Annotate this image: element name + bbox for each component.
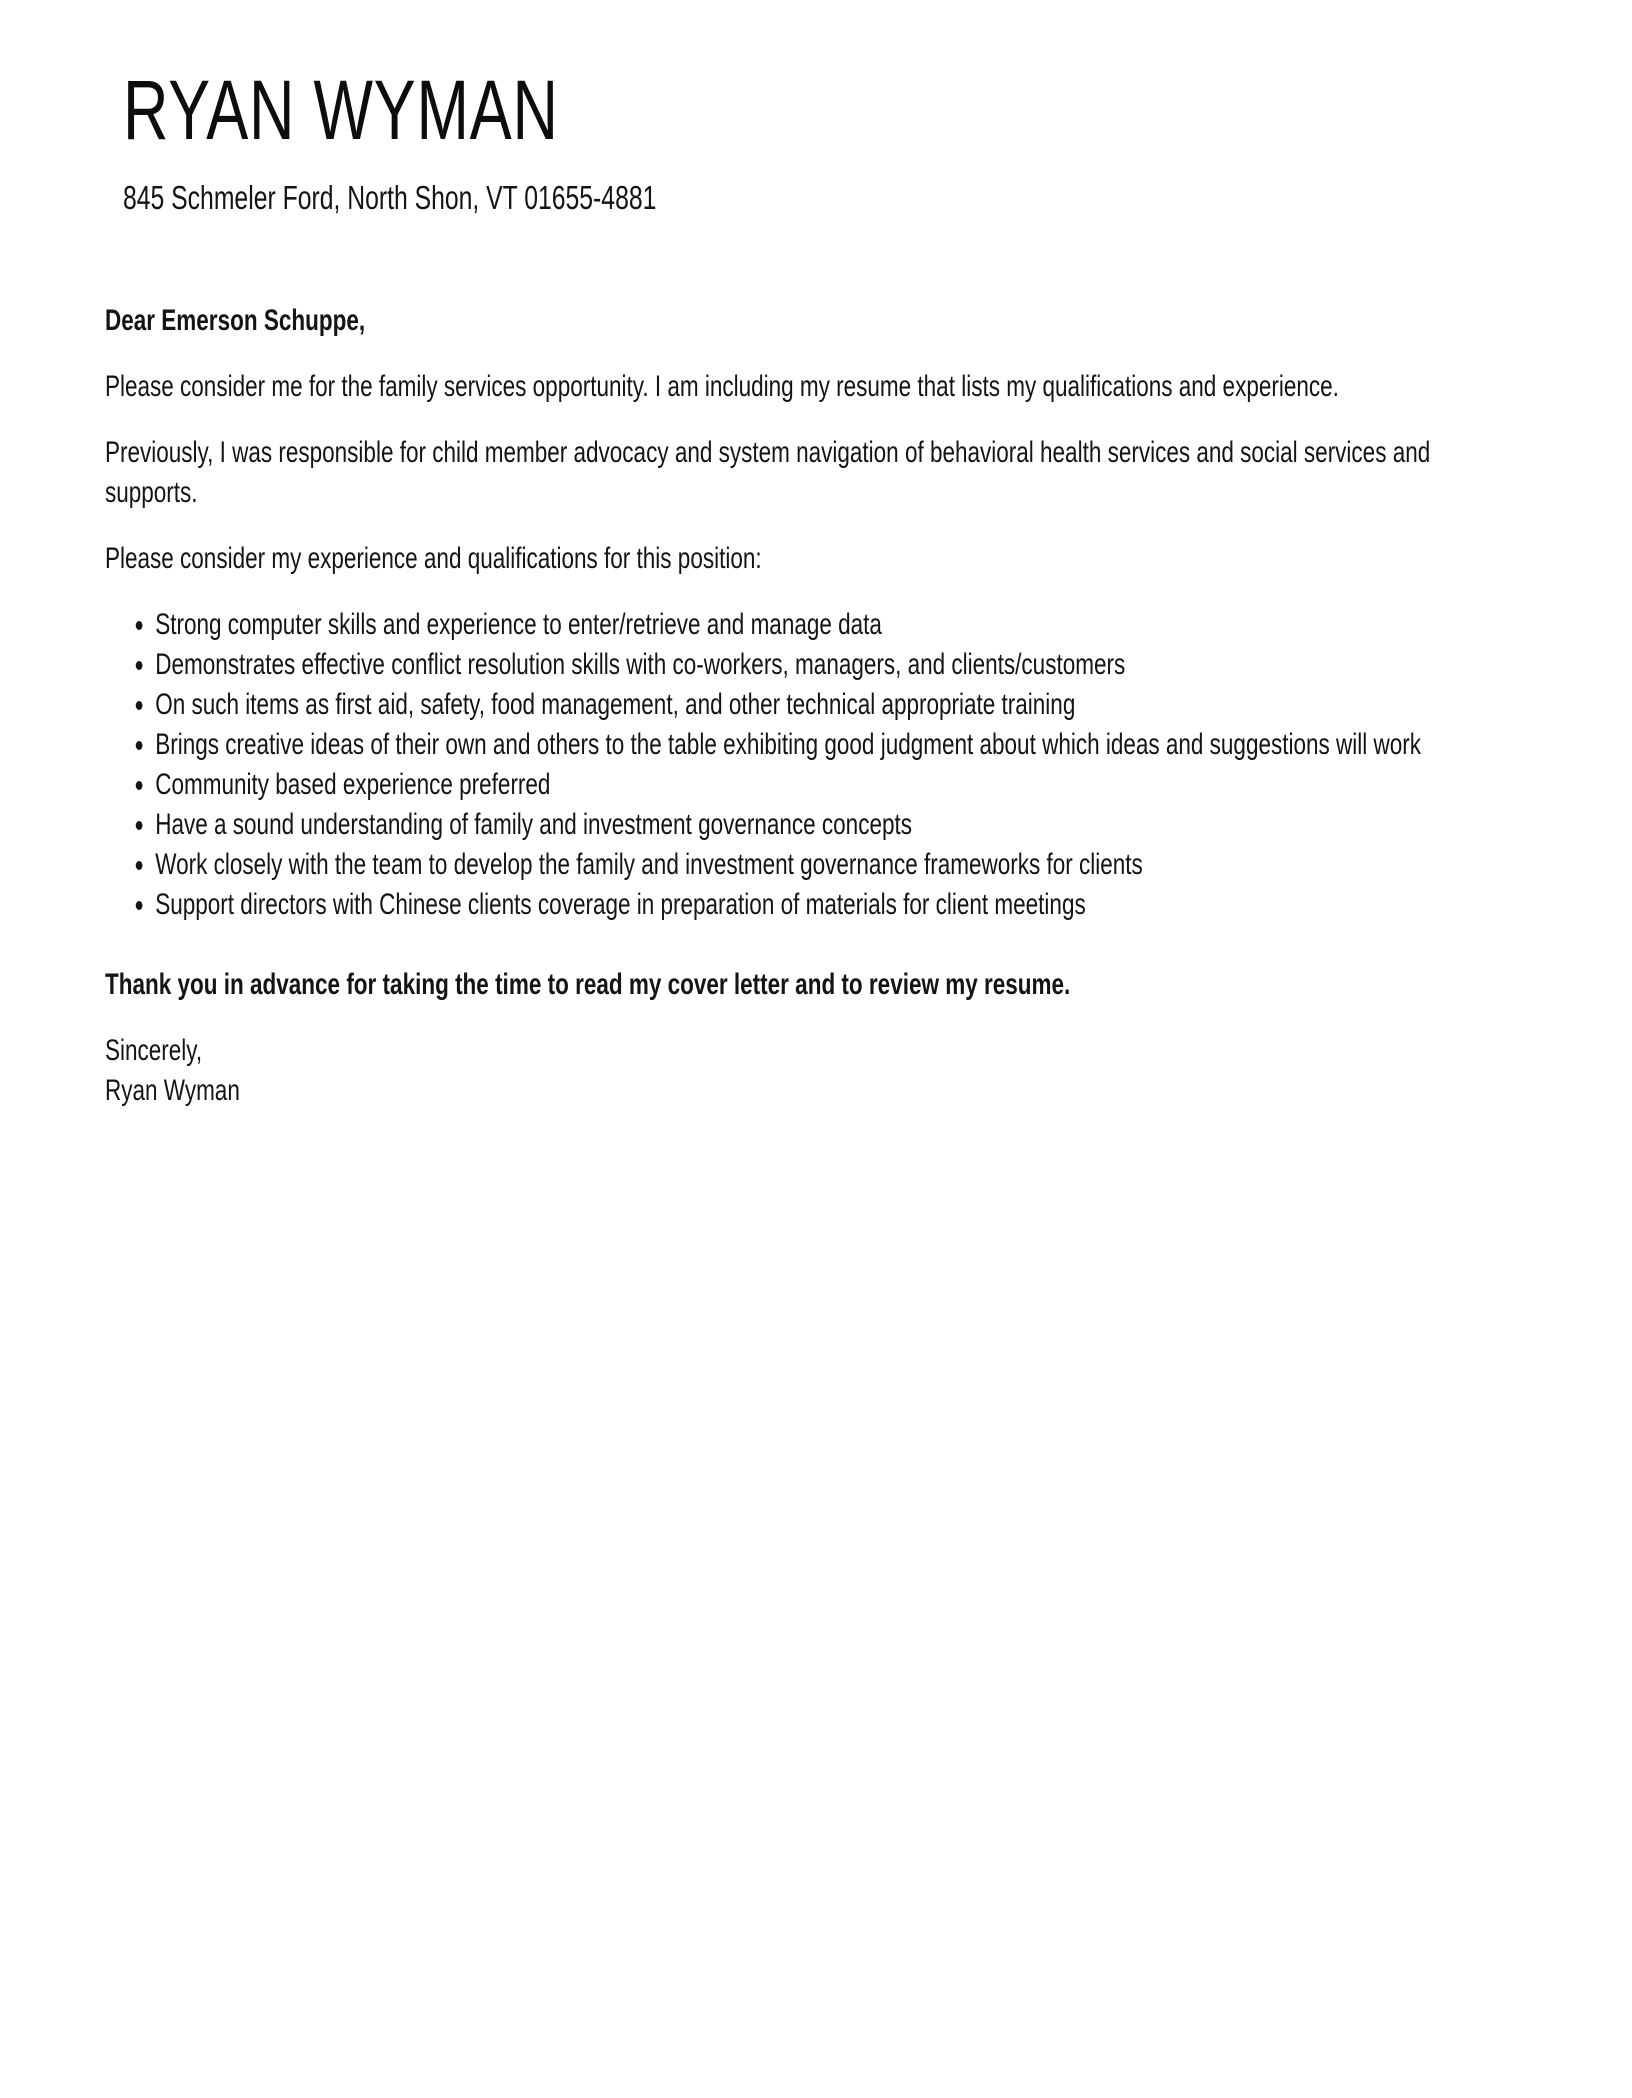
letter-content	[105, 0, 1527, 1111]
closing-salutation: Sincerely,	[105, 1034, 203, 1067]
letter-header	[123, 64, 1527, 218]
qualification-item: • On such items as first aid, safety, food management, and other technical appropriate training	[154, 685, 1527, 725]
previous-role-paragraph: Previously, I was responsible for child member advocacy and system navigation of behavioral health services and social services and supports.	[105, 436, 1431, 509]
qualification-item: • Support directors with Chinese clients coverage in preparation of materials for client meetings	[154, 885, 1527, 925]
thank-you-paragraph: Thank you in advance for taking the time to read my cover letter and to review my resume.	[105, 968, 1071, 1001]
qualification-item: • Brings creative ideas of their own and others to the table exhibiting good judgment about which ideas and suggestions will work	[154, 725, 1527, 765]
qualification-item: • Strong computer skills and experience to enter/retrieve and manage data	[154, 605, 1527, 645]
applicant-address: 845 Schmeler Ford, North Shon, VT 01655-4881	[123, 179, 657, 216]
qualifications-lead-paragraph: Please consider my experience and qualifications for this position:	[105, 542, 762, 575]
qualification-item: • Demonstrates effective conflict resolution skills with co-workers, managers, and clients/customers	[154, 645, 1527, 685]
salutation: Dear Emerson Schuppe,	[105, 304, 366, 337]
qualification-item: • Have a sound understanding of family and investment governance concepts	[154, 805, 1527, 845]
qualification-item: • Work closely with the team to develop the family and investment governance frameworks for clients	[154, 845, 1527, 885]
applicant-name-heading: RYAN WYMAN	[123, 63, 559, 157]
letter-body	[105, 301, 1527, 1111]
qualifications-list	[105, 605, 1527, 925]
qualification-item: • Community based experience preferred	[154, 765, 1527, 805]
signature-name: Ryan Wyman	[105, 1074, 240, 1107]
closing-block	[105, 1031, 1527, 1111]
intro-paragraph: Please consider me for the family services opportunity. I am including my resume that lists my qualifications and experience.	[105, 370, 1339, 403]
